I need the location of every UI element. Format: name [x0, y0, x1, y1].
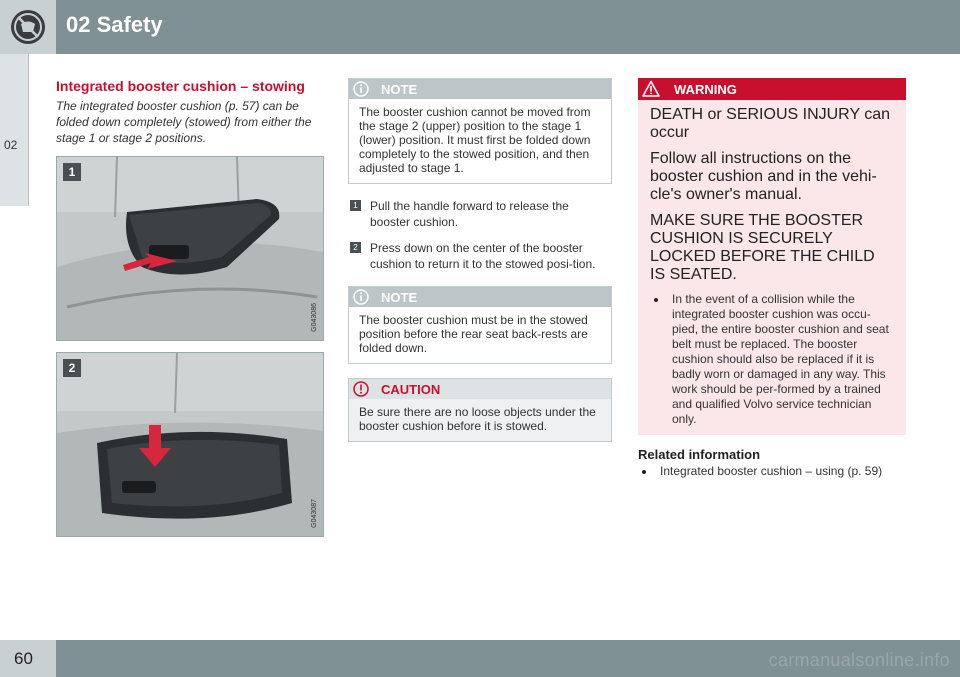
caution-label: CAUTION: [381, 382, 441, 397]
warning-line-1: DEATH or SERIOUS INJURY can occur: [650, 106, 891, 141]
note-box-2: [348, 286, 612, 364]
note-text: The booster cushion must be in the stowed position before the rear seat back-rests are folded down.: [359, 313, 588, 355]
note-box: [348, 78, 612, 184]
warning-line-3: MAKE SURE THE BOOSTER CUSHION IS SECURELY LOCKED BEFORE THE CHILD IS SEATED.: [650, 212, 875, 283]
page-footer: [0, 640, 960, 677]
page-header: [0, 0, 960, 54]
info-icon: [353, 81, 369, 97]
caution-box: [348, 378, 612, 442]
note-label: NOTE: [381, 82, 418, 97]
note-label: NOTE: [381, 290, 418, 305]
figure-code: G043086: [311, 303, 318, 332]
step-badge: 1: [350, 200, 361, 211]
column-1: [56, 78, 324, 146]
info-icon: [353, 289, 369, 305]
step-text: Press down on the center of the booster cushion to return it to the stowed posi-tion.: [370, 241, 596, 271]
related-item[interactable]: [638, 464, 906, 479]
no-child-seat-icon: [0, 0, 56, 54]
page-title: 02 Safety: [66, 12, 163, 37]
watermark: carmanualsonline.info: [768, 650, 950, 670]
warning-box: [638, 78, 906, 435]
bullet-dot: [642, 470, 646, 474]
figure-badge: 1: [63, 163, 81, 181]
step-1: [348, 198, 612, 230]
note-header: [349, 287, 611, 307]
page-number: 60: [14, 649, 33, 668]
related-info-title: Related information: [638, 447, 761, 462]
step-badge: 2: [350, 242, 361, 253]
column-3: [638, 78, 906, 479]
caution-icon: [353, 381, 369, 397]
note-text: The booster cushion cannot be moved from the stage 2 (upper) position to the stage 1 (lower) position. It must first be folded down completely to the stowed position, and then adjusted to stage 1.: [359, 105, 591, 175]
chapter-tab: [0, 54, 29, 206]
seat-illustration-press-down: [57, 353, 323, 536]
page-number-box: [0, 640, 56, 677]
figure-2: [56, 352, 324, 537]
warning-label: WARNING: [674, 82, 737, 97]
warning-body: [638, 100, 906, 435]
figure-code: G043087: [311, 499, 318, 528]
note-header: [349, 79, 611, 99]
bullet-dot: [654, 298, 658, 302]
seat-illustration-pull-handle: [57, 157, 323, 340]
figure-badge: 2: [63, 359, 81, 377]
intro-text: The integrated booster cushion (p. 57) can be folded down completely (stowed) from either the stage 1 or stage 2 positions.: [56, 99, 312, 145]
chapter-tab-label: 02: [4, 138, 18, 152]
warning-line-2: Follow all instructions on the booster cushion and in the vehi-cle's owner's manual.: [650, 150, 877, 203]
column-2: [348, 78, 612, 442]
step-2: [348, 240, 612, 272]
warning-header: [638, 78, 906, 100]
header-icon-box: [0, 0, 56, 54]
warning-bullet-text: In the event of a collision while the integrated booster cushion was occu-pied, the entire booster cushion and seat belt must be replaced. The booster cushion should also be replaced if it is badly worn or damaged in any way. This work should be per-formed by a trained and qualified Volvo service technician only.: [672, 292, 889, 426]
related-item-link[interactable]: Integrated booster cushion – using (p. 59): [660, 464, 883, 478]
caution-header: [349, 379, 611, 399]
figure-1: [56, 156, 324, 341]
warning-triangle-icon: [642, 80, 660, 98]
section-title: Integrated booster cushion – stowing: [56, 78, 305, 94]
caution-text: Be sure there are no loose objects under the booster cushion before it is stowed.: [359, 405, 596, 433]
step-text: Pull the handle forward to release the booster cushion.: [370, 199, 569, 229]
warning-bullet: [650, 292, 894, 427]
